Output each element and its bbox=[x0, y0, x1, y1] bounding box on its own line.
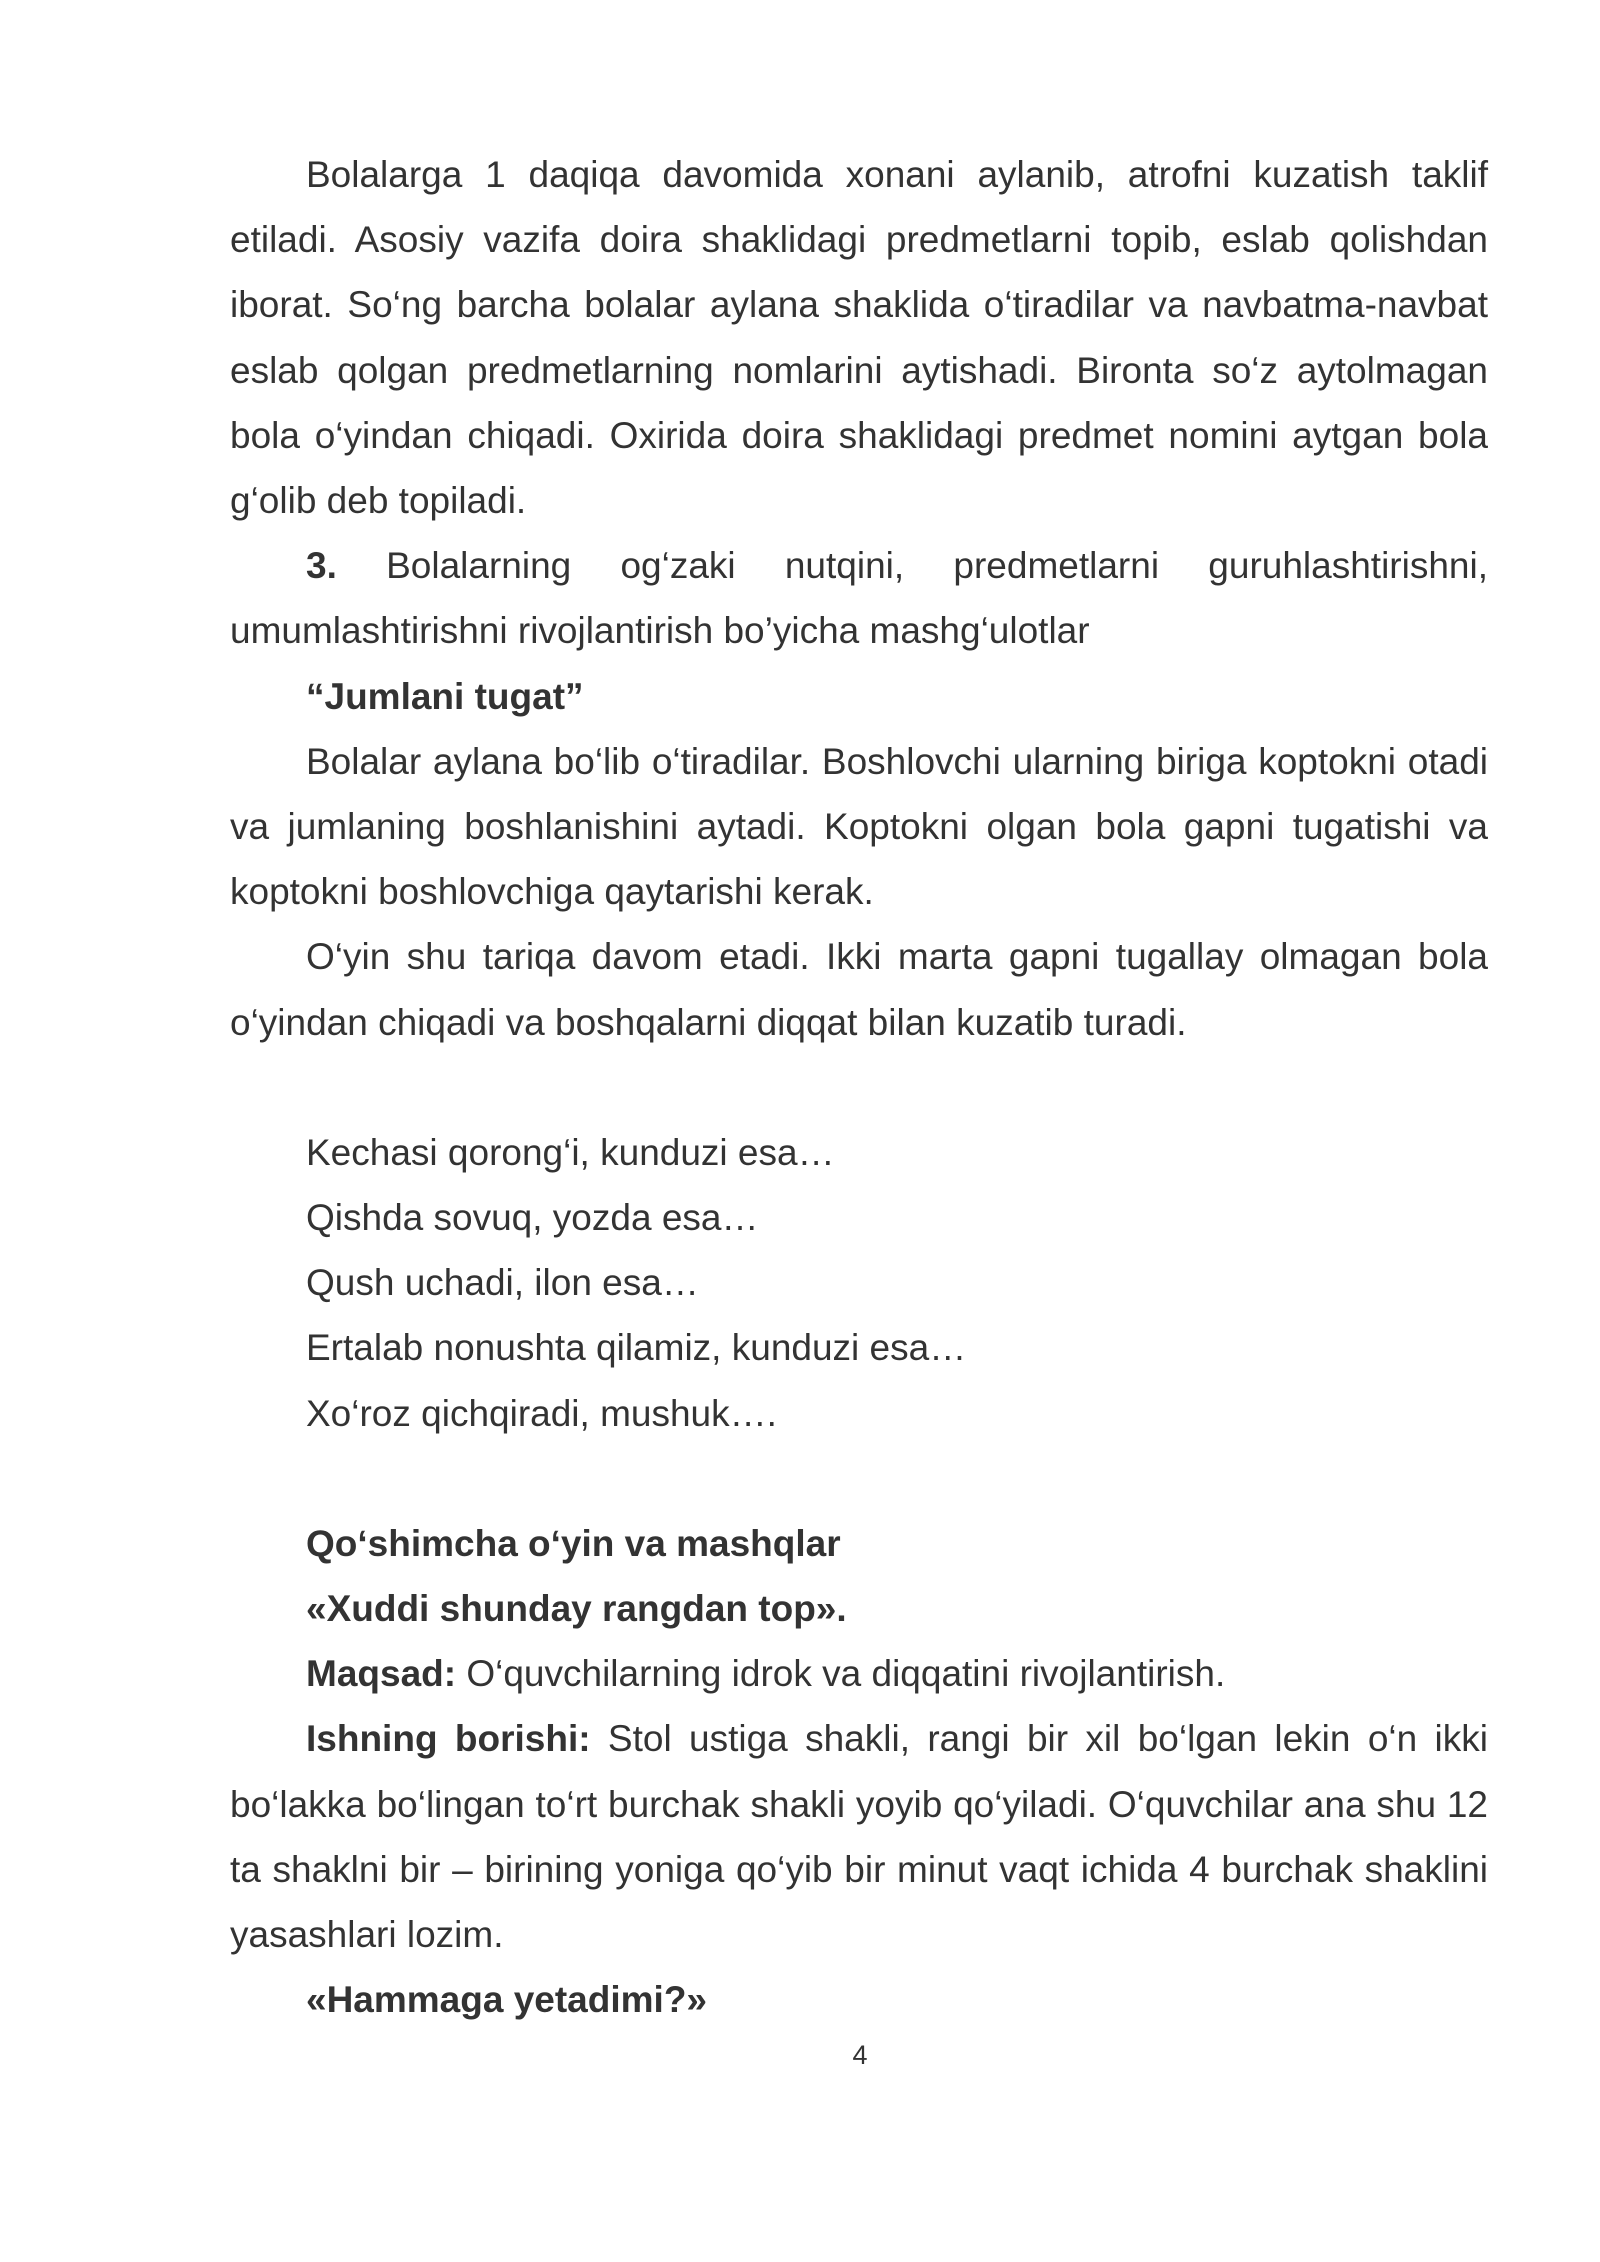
process-paragraph bbox=[230, 1706, 1488, 1967]
game-title-jumlani-tugat: “Jumlani tugat” bbox=[306, 675, 584, 717]
extra-games-heading: Qo‘shimcha o‘yin va mashqlar bbox=[306, 1522, 841, 1564]
game-title-hammaga-yetadimi: «Hammaga yetadimi?» bbox=[306, 1979, 708, 2021]
game-title-xuddi-shunday: «Xuddi shunday rangdan top». bbox=[306, 1588, 847, 1630]
paragraph-game-continuation: O‘yin shu tariqa davom etadi. Ikki marta gapni tugallay olmagan bola o‘yindan chiqadi va boshqalarni diqqat bilan kuzatib turadi. bbox=[230, 936, 1488, 1043]
section-3-text: Bolalarning og‘zaki nutqini, predmetlarni guruhlashtirishni, umumlashtirishni rivojlantirish bo’yicha mashg‘ulotlar bbox=[230, 545, 1488, 652]
goal-text: O‘quvchilarning idrok va diqqatini rivojlantirish. bbox=[456, 1653, 1226, 1695]
section-number: 3. bbox=[306, 545, 337, 587]
process-label: Ishning borishi: bbox=[306, 1718, 591, 1760]
sentence-list bbox=[230, 1120, 1488, 1446]
sentence-item: Qishda sovuq, yozda esa… bbox=[306, 1197, 759, 1239]
page-number: 4 bbox=[852, 2040, 868, 2070]
paragraph-game-description: Bolalar aylana bo‘lib o‘tiradilar. Boshlovchi ularning biriga koptokni otadi va jumlaning boshlanishini aytadi. Koptokni olgan bola gapni tugatishi va koptokni boshlovchiga qaytarishi kerak. bbox=[230, 740, 1488, 913]
goal-paragraph bbox=[230, 1641, 1488, 1706]
sentence-item: Xo‘roz qichqiradi, mushuk…. bbox=[306, 1392, 777, 1434]
section-3-heading bbox=[230, 533, 1488, 663]
process-text: Stol ustiga shakli, rangi bir xil bo‘lgan lekin o‘n ikki bo‘lakka bo‘lingan to‘rt burchak shakli yoyib qo‘yiladi. O‘quvchilar ana shu 12 ta shaklni bir – birining yoniga qo‘yib bir minut vaqt ichida 4 burchak shaklini yasashlari lozim. bbox=[230, 1718, 1488, 1956]
spacer bbox=[230, 1446, 1488, 1511]
document-page bbox=[230, 142, 1488, 2032]
sentence-item: Ertalab nonushta qilamiz, kunduzi esa… bbox=[306, 1327, 967, 1369]
paragraph-game-rules: Bolalarga 1 daqiqa davomida xonani aylanib, atrofni kuzatish taklif etiladi. Asosiy vazifa doira shaklidagi predmetlarni topib, eslab qolishdan iborat. So‘ng barcha bolalar aylana shaklida o‘tiradilar va navbatma-navbat eslab qolgan predmetlarning nomlarini aytishadi. Bironta so‘z aytolmagan bola o‘yindan chiqadi. Oxirida doira shaklidagi predmet nomini aytgan bola g‘olib deb topiladi. bbox=[230, 154, 1488, 522]
spacer bbox=[230, 1055, 1488, 1120]
sentence-item: Qush uchadi, ilon esa… bbox=[306, 1262, 699, 1304]
sentence-item: Kechasi qorong‘i, kunduzi esa… bbox=[306, 1131, 835, 1173]
goal-label: Maqsad: bbox=[306, 1653, 457, 1695]
